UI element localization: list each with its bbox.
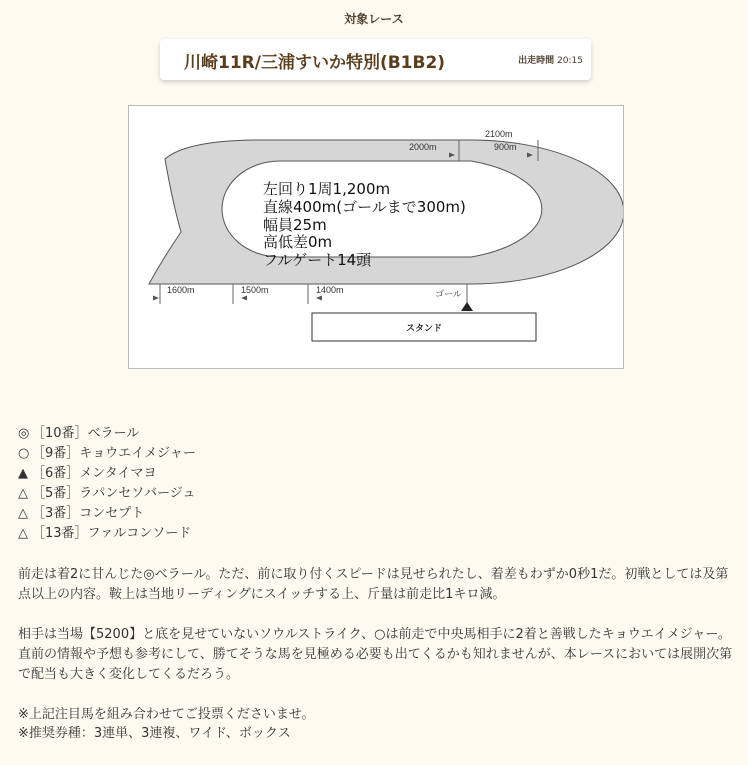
marker-2000: 2000m [409,142,437,152]
pick-item [18,444,196,464]
goal-label: ゴール [435,289,462,299]
analysis-paragraph-1: 前走は着2に甘んじた◎ベラール。ただ、前に取り付くスピードは見せられたし、着差もわずか0秒1だ。初戦としては及第点以上の内容。鞍上は当地リーディングにスイッチする上、斤量は前走比1キロ減。 [18,567,729,602]
pick-item [18,504,196,524]
start-time-value: 20:15 [557,56,583,66]
stand-label: スタンド [405,323,443,333]
course-info-2: 直線400m(ゴールまで300m) [263,198,466,216]
pick-item [18,464,196,484]
pick-text: ［9番］キョウエイメジャー [32,446,196,461]
mark-symbol: △ [18,506,28,521]
course-info-1: 左回り1周1,200m [263,180,391,198]
goal-marker-icon [461,302,473,311]
race-title[interactable]: 川崎11R/三浦すいか特別(B1B2) [184,53,446,73]
course-diagram [128,105,624,369]
pick-text: ［13番］ファルコンソード [32,526,192,541]
arrow-1400 [316,296,322,301]
pick-text: ［6番］メンタイマヨ [32,466,157,481]
note-1: ※上記注目馬を組み合わせてご投票くださいませ。 [18,707,315,722]
mark-symbol: ○ [18,446,30,461]
mark-symbol: △ [18,486,28,501]
mark-symbol: △ [18,526,28,541]
course-info-5: フルゲート14頭 [263,251,372,269]
pick-item [18,484,196,504]
arrow-1500 [241,296,247,301]
race-start-time [518,53,583,66]
marker-2100: 2100m [485,129,513,139]
pick-text: ［10番］ベラール [32,426,140,441]
course-info-3: 幅員25m [263,216,327,234]
race-card[interactable] [160,39,591,80]
section-title: 対象レース [344,12,404,26]
course-map [129,106,623,368]
marker-1500: 1500m [241,285,269,295]
pick-text: ［3番］コンセプト [32,506,145,521]
pick-text: ［5番］ラパンセソバージュ [32,486,196,501]
pick-list [18,424,196,544]
arrow-1600 [153,296,159,301]
course-info-4: 高低差0m [263,233,333,251]
analysis-paragraph-2: 相手は当場【5200】と底を見せていないソウルストライク、○は前走で中央馬相手に2着と善戦したキョウエイメジャー。直前の情報や予想も参考にして、勝てそうな馬を見極める必要も出てくるかも知れませんが、本レースにおいては展開次第で配当も大きく変化してくるだろう。 [18,627,733,682]
pick-item [18,524,196,544]
marker-1600: 1600m [167,285,195,295]
mark-symbol: ▲ [18,466,28,481]
start-time-label: 出走時間 [518,56,555,66]
marker-900: 900m [494,142,517,152]
pick-item [18,424,196,444]
mark-symbol: ◎ [18,426,30,441]
marker-1400: 1400m [316,285,344,295]
note-2: ※推奨券種：3連単、3連複、ワイド、ボックス [18,726,291,741]
